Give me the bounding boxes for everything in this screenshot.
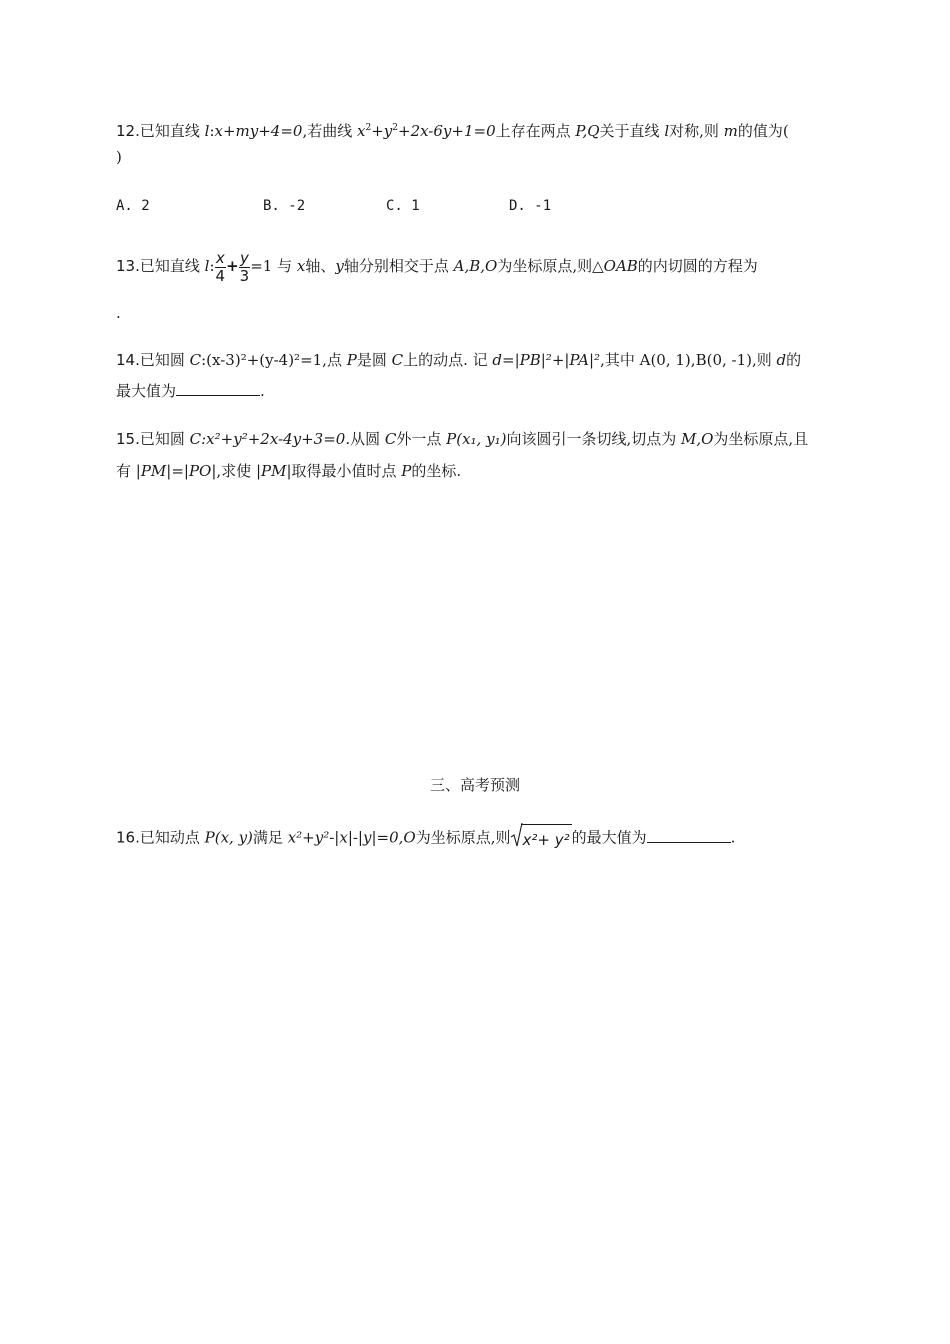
q15-p: P (401, 462, 412, 480)
q12-text-a: 已知直线 (139, 122, 205, 140)
q12-curve-mid: +y (371, 122, 393, 140)
q14-period: . (260, 382, 265, 400)
q13-plus: + (226, 257, 239, 275)
q12-option-c: C. 1 (386, 198, 420, 214)
q14-line1 (116, 350, 801, 370)
q15-text-c: 外一点 (396, 430, 447, 448)
q14-text-c: 上的动点. 记 (403, 351, 493, 369)
q14-number: 14. (116, 351, 140, 369)
q13-text-c: 轴、 (305, 257, 336, 275)
q14-text-f: 的 (786, 351, 802, 369)
q14-circle-c: C (189, 351, 202, 369)
q12-line2 (116, 147, 122, 167)
q15-point-p: P(x₁, y₁) (446, 430, 507, 448)
q12-text-b: ,若曲线 (302, 122, 358, 140)
q14-text-d: ,其中 (600, 351, 640, 369)
q13-text-f: 的内切圆的方程为 (637, 257, 758, 275)
q12-line-equation: x+my+4=0 (214, 122, 303, 140)
q12-line1: 12.已知直线 l:x+my+4=0,若曲线 $x^2+y^2+2x-6y+1=0$上存在两点 P,Q关于直线 l对称,则 m的值为( (116, 122, 789, 140)
q16-text-a: 已知动点 (139, 828, 205, 847)
q14-equation: :(x-3)²+(y-4)²=1,点 (201, 351, 347, 369)
q13-eq1: =1 (250, 257, 273, 275)
q13-fraction-y-over-3 (239, 250, 251, 285)
q13-fraction-x-over-4 (215, 250, 227, 285)
q14-line2 (116, 381, 265, 401)
q16-answer-blank (647, 828, 731, 843)
q12-colon: : (209, 122, 215, 140)
q14-text-a: 已知圆 (139, 351, 190, 369)
q12-number: 12. (116, 122, 140, 140)
radical-sign-icon (511, 822, 523, 848)
q14-answer-blank (176, 381, 260, 396)
q12-close-paren: ) (116, 148, 122, 166)
q15-equation: :x²+y²+2x-4y+3=0. (201, 430, 351, 448)
section-title: 三、高考预测 (429, 776, 520, 794)
q12-option-d: D. -1 (509, 198, 552, 214)
q12-line-name-2: l (664, 122, 670, 140)
q15-text-b: 从圆 (350, 430, 385, 448)
q12-text-e: 对称,则 (669, 122, 724, 140)
q14-text-e: ,则 (751, 351, 777, 369)
q15-line2-d: 的坐标. (411, 462, 462, 480)
q12-line-name: l (204, 122, 210, 140)
q16-text-d: 的最大值为 (571, 828, 647, 847)
q16-point-p: P(x, y) (204, 828, 253, 847)
q15-text-d: 向该圆引一条切线,切点为 (506, 430, 681, 448)
q15-line1 (116, 429, 808, 449)
q13-frac1-numerator: x (215, 248, 225, 267)
q12-curve-rest: +2x-6y+1=0 (398, 122, 496, 140)
q14-d: d (776, 351, 787, 369)
q16-text-b: 满足 (252, 828, 288, 847)
q12-points: P,Q (575, 122, 600, 140)
q13-line1 (116, 246, 758, 286)
q14-p: P (346, 351, 357, 369)
q16-sqrt (511, 824, 572, 853)
q15-line2-b: ,求使 (216, 462, 256, 480)
q16-equation: x²+y²-|x|-|y|=0, (287, 828, 404, 847)
q15-pm-po: |PM|=|PO| (135, 462, 217, 480)
q12-option-b: B. -2 (263, 198, 306, 214)
q13-oab: OAB (603, 257, 638, 275)
q15-m-o: M,O (680, 430, 714, 448)
q15-line2-a: 有 (116, 462, 136, 480)
q13-number: 13. (116, 257, 140, 275)
q12-curve-x: x (357, 122, 366, 140)
q16-number: 16. (116, 828, 140, 847)
q13-text-d: 轴分别相交于点 (343, 257, 454, 275)
q15-circle-c-2: C (384, 430, 397, 448)
q15-text-a: 已知圆 (139, 430, 190, 448)
q14-circle-c-2: C (391, 351, 404, 369)
q12-text-f: 的值为( (737, 122, 789, 140)
q15-circle-c: C (189, 430, 202, 448)
q12-option-a: A. 2 (116, 198, 150, 214)
q14-line2-text: 最大值为 (116, 382, 177, 400)
q15-pm: |PM| (255, 462, 292, 480)
q14-point-a: A(0, 1) (639, 351, 691, 369)
q16-line1 (116, 824, 735, 853)
q16-radicand: x²+ y² (521, 824, 572, 853)
q13-text-b: 与 (277, 257, 297, 275)
q14-text-b: 是圆 (356, 351, 392, 369)
q13-line2 (116, 303, 121, 323)
q15-line2-c: 取得最小值时点 (291, 462, 402, 480)
q13-text-a: 已知直线 (139, 257, 205, 275)
q13-line-name: l (204, 257, 210, 275)
q14-point-b: B(0, -1) (695, 351, 752, 369)
q12-m: m (723, 122, 738, 140)
q13-frac1-denominator: 4 (215, 266, 226, 285)
q12-text-c: 上存在两点 (495, 122, 576, 140)
q13-text-e: 为坐标原点,则△ (497, 257, 604, 275)
q12-text-d: 关于直线 (599, 122, 665, 140)
q15-line2 (116, 461, 461, 481)
q13-points: A,B,O (453, 257, 498, 275)
q15-text-e: 为坐标原点,且 (713, 430, 809, 448)
q14-comma: , (690, 351, 696, 369)
q16-period: . (730, 828, 736, 847)
q13-frac2-numerator: y (239, 248, 249, 267)
q15-number: 15. (116, 430, 140, 448)
q13-y: y (335, 257, 344, 275)
q13-frac2-denominator: 3 (239, 266, 250, 285)
q16-text-c: 为坐标原点,则 (415, 828, 511, 847)
q13-colon: : (209, 257, 215, 275)
q13-x: x (296, 257, 306, 275)
q13-period: . (116, 304, 121, 322)
q14-d-expression: d=|PB|²+|PA|² (492, 351, 601, 369)
q16-o: O (403, 828, 416, 847)
